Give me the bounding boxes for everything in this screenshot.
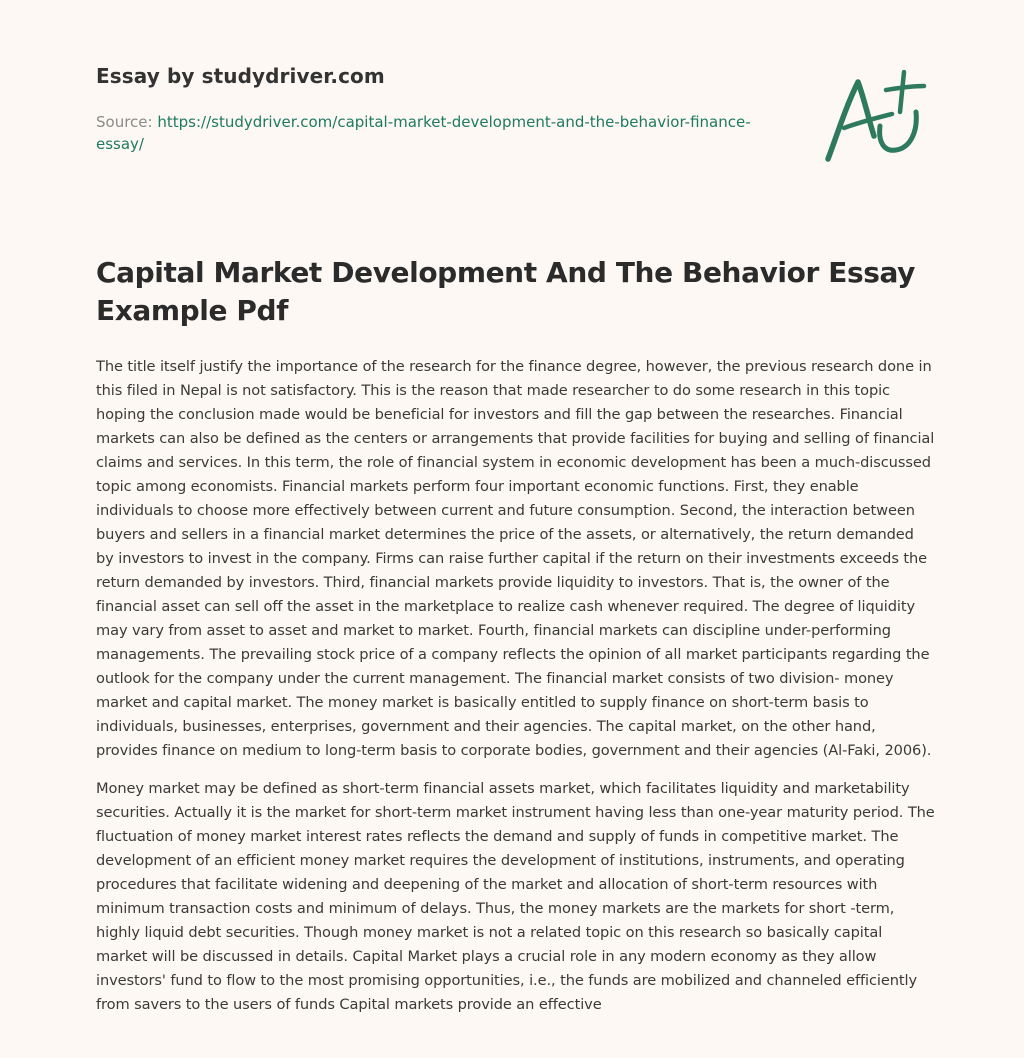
essay-paragraph: The title itself justify the importance of the research for the finance degree, however, the previous research done in this filed in Nepal is not satisfactory. This is the reason that made researcher to do some research in this topic hoping the conclusion made would be beneficial for investors and fill the gap between the researches. Financial markets can also be defined as the centers or arrangements that provide facilities for buying and selling of financial claims and services. In this term, the role of financial system in economic development has been a much-discussed topic among economists. Financial markets perform four important economic functions. First, they enable individuals to choose more effectively between current and future consumption. Second, the interaction between buyers and sellers in a financial market determines the price of the assets, or alternatively, the return demanded by investors to invest in the company. Firms can raise further capital if the return on their investments exceeds the return demanded by investors. Third, financial markets provide liquidity to investors. That is, the owner of the financial asset can sell off the asset in the marketplace to realize cash whenever required. The degree of liquidity may vary from asset to asset and market to market. Fourth, financial markets can discipline under-performing managements. The prevailing stock price of a company reflects the opinion of all market participants regarding the outlook for the company under the current management. The financial market consists of two division- money market and capital market. The money market is basically entitled to supply finance on short-term basis to individuals, businesses, enterprises, government and their agencies. The capital market, on the other hand, provides finance on medium to long-term basis to corporate bodies, government and their agencies (Al-Faki, 2006). <box>96 358 935 759</box>
essay-paragraph: Money market may be defined as short-term financial assets market, which facilitates liquidity and marketability securities. Actually it is the market for short-term market instrument having less than one-year maturity period. The fluctuation of money market interest rates reflects the demand and supply of funds in competitive market. The development of an efficient money market requires the development of institutions, instruments, and operating procedures that facilitate widening and deepening of the market and allocation of short-term resources with minimum transaction costs and minimum of delays. Thus, the money markets are the markets for short -term, highly liquid debt securities. Though money market is not a related topic on this research so basically capital market will be discussed in details. Capital Market plays a crucial role in any modern economy as they allow investors' fund to flow to the most promising opportunities, i.e., the funds are mobilized and channeled efficiently from savers to the users of funds Capital markets provide an effective <box>96 780 935 1013</box>
essay-body <box>96 355 936 1031</box>
a-plus-logo-icon <box>818 66 930 166</box>
source-label: Source: <box>96 113 153 131</box>
a-plus-logo <box>818 66 930 166</box>
site-title: Essay by studydriver.com <box>96 64 385 88</box>
source-line <box>96 111 756 155</box>
source-link[interactable]: https://studydriver.com/capital-market-development-and-the-behavior-finance-essay/ <box>96 113 751 153</box>
essay-title: Capital Market Development And The Behavior Essay Example Pdf <box>96 256 915 327</box>
